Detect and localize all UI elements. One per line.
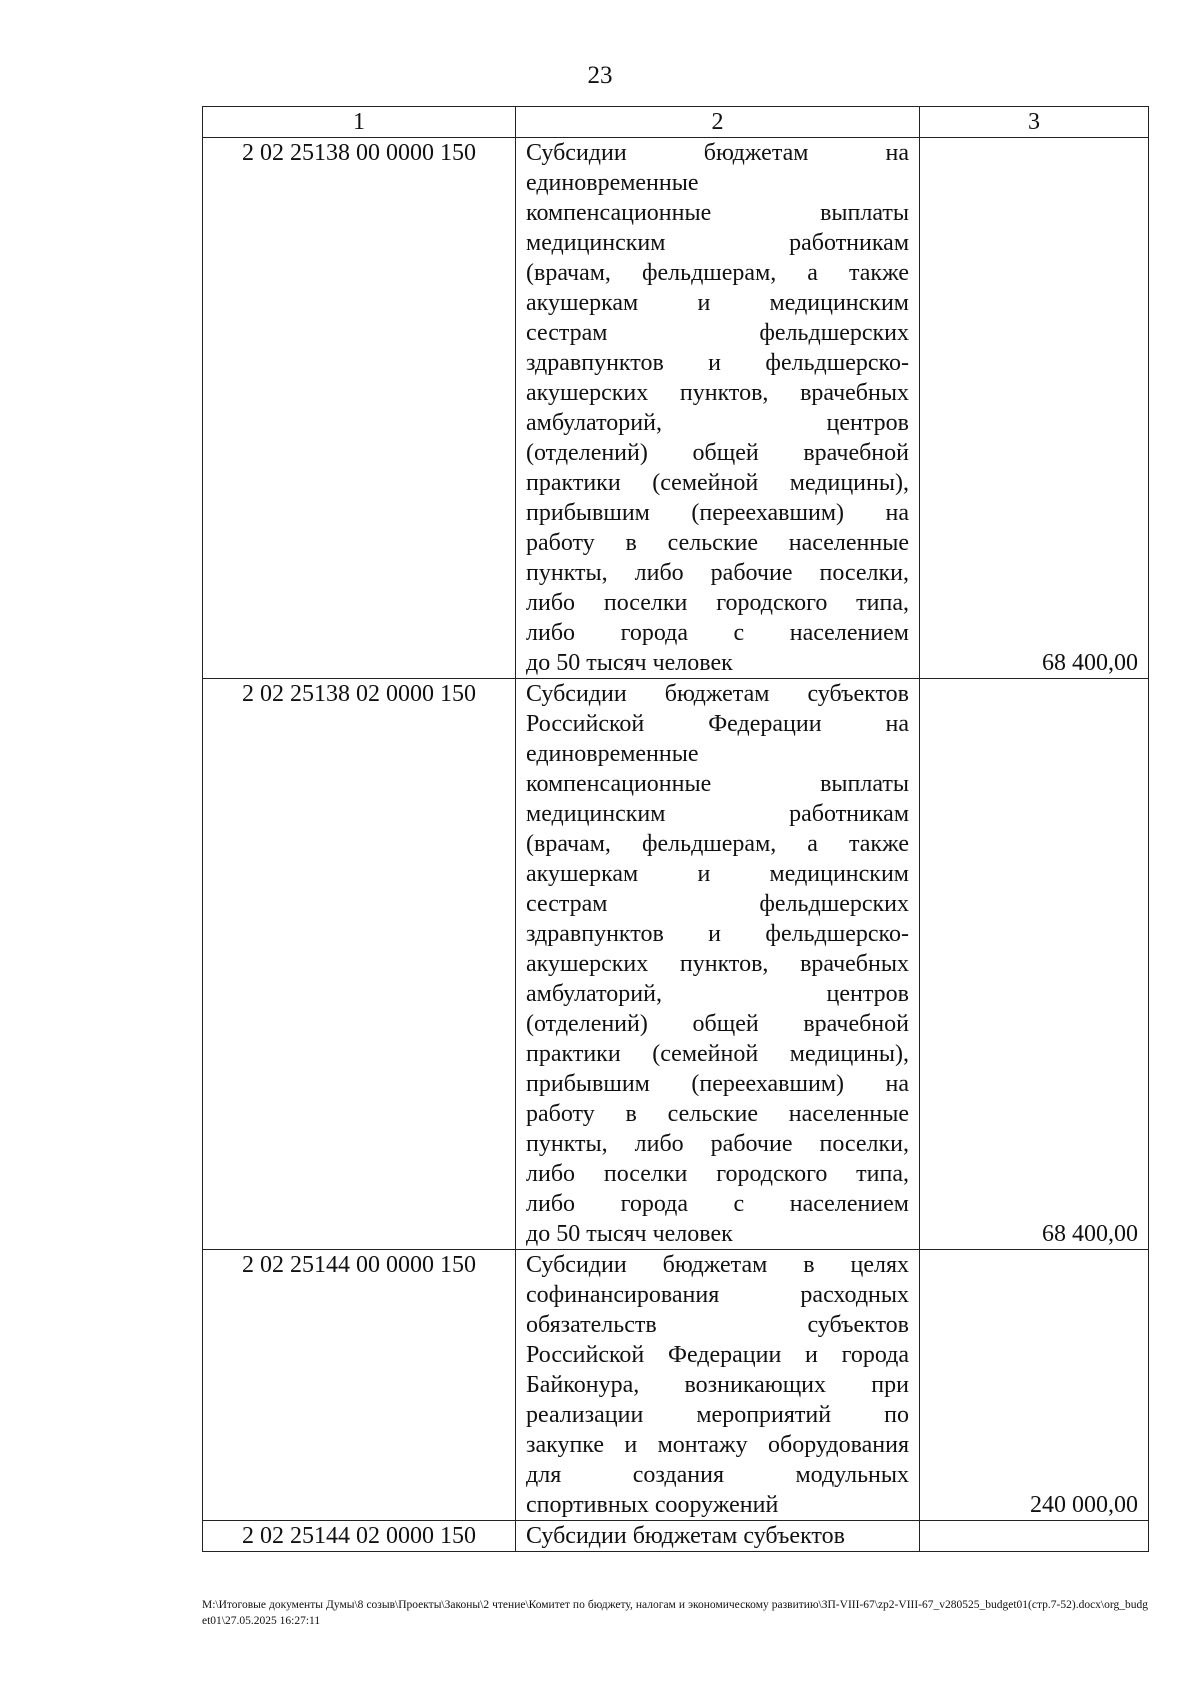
description-line: либо города с населением [526, 620, 909, 646]
amount-cell: 68 400,00 [920, 679, 1149, 1250]
description-line: закупке и монтажу оборудования [526, 1432, 909, 1458]
table-row [203, 1250, 1149, 1521]
description-line: амбулаторий, центров [526, 410, 909, 436]
description-line: обязательств субъектов [526, 1312, 909, 1338]
description-line: Субсидии бюджетам в целях [526, 1252, 909, 1278]
amount-cell: 68 400,00 [920, 138, 1149, 679]
column-header-2: 2 [516, 107, 920, 138]
description-line: Субсидии бюджетам субъектов [526, 1523, 845, 1549]
description-line: здравпунктов и фельдшерско- [526, 921, 909, 947]
description-line: (врачам, фельдшерам, а также [526, 831, 909, 857]
budget-table [202, 106, 1149, 1552]
description-cell [516, 1521, 920, 1552]
description-line: единовременные [526, 170, 699, 196]
column-header-3: 3 [920, 107, 1149, 138]
description-cell [516, 1250, 920, 1521]
budget-code-cell: 2 02 25138 02 0000 150 [203, 679, 516, 1250]
description-line: либо поселки городского типа, [526, 1161, 909, 1187]
budget-code-cell: 2 02 25138 00 0000 150 [203, 138, 516, 679]
table-row [203, 679, 1149, 1250]
description-line: акушерских пунктов, врачебных [526, 380, 909, 406]
budget-code-cell: 2 02 25144 00 0000 150 [203, 1250, 516, 1521]
table-header-row [203, 107, 1149, 138]
description-line: здравпунктов и фельдшерско- [526, 350, 909, 376]
description-line: единовременные [526, 741, 699, 767]
page-number: 23 [587, 62, 613, 89]
description-line: реализации мероприятий по [526, 1402, 909, 1428]
description-line: до 50 тысяч человек [526, 650, 733, 676]
table-row [203, 138, 1149, 679]
description-line: работу в сельские населенные [526, 1101, 909, 1127]
description-line: практики (семейной медицины), [526, 1041, 909, 1067]
table-row [203, 1521, 1149, 1552]
description-line: сестрам фельдшерских [526, 891, 909, 917]
description-line: Российской Федерации на [526, 711, 909, 737]
description-line: (врачам, фельдшерам, а также [526, 260, 909, 286]
description-line: (отделений) общей врачебной [526, 1011, 909, 1037]
description-line: амбулаторий, центров [526, 981, 909, 1007]
description-line: работу в сельские населенные [526, 530, 909, 556]
description-line: акушеркам и медицинским [526, 290, 909, 316]
description-line: спортивных сооружений [526, 1492, 779, 1518]
column-header-1: 1 [203, 107, 516, 138]
description-line: для создания модульных [526, 1462, 909, 1488]
description-line: сестрам фельдшерских [526, 320, 909, 346]
description-line: пункты, либо рабочие поселки, [526, 1131, 909, 1157]
description-cell [516, 138, 920, 679]
description-line: софинансирования расходных [526, 1282, 909, 1308]
description-line: практики (семейной медицины), [526, 470, 909, 496]
description-line: Байконура, возникающих при [526, 1372, 909, 1398]
description-line: компенсационные выплаты [526, 200, 909, 226]
description-line: прибывшим (переехавшим) на [526, 500, 909, 526]
description-line: Субсидии бюджетам на [526, 140, 909, 166]
description-line: медицинским работникам [526, 230, 909, 256]
amount-cell: 240 000,00 [920, 1250, 1149, 1521]
description-line: медицинским работникам [526, 801, 909, 827]
description-line: либо города с населением [526, 1191, 909, 1217]
description-cell [516, 679, 920, 1250]
description-line: пункты, либо рабочие поселки, [526, 560, 909, 586]
description-line: (отделений) общей врачебной [526, 440, 909, 466]
description-line: до 50 тысяч человек [526, 1221, 733, 1247]
description-line: прибывшим (переехавшим) на [526, 1071, 909, 1097]
description-line: Российской Федерации и города [526, 1342, 909, 1368]
amount-cell [920, 1521, 1149, 1552]
description-line: компенсационные выплаты [526, 771, 909, 797]
description-line: Субсидии бюджетам субъектов [526, 681, 909, 707]
description-line: либо поселки городского типа, [526, 590, 909, 616]
file-path-footer: M:\Итоговые документы Думы\8 созыв\Проекты\Законы\2 чтение\Комитет по бюджету, налогам и экономическому развитию\ЗП-VIII-67\zp2-VIII-67_v280525_budget01(стр.7-52).docx\org_budget01\27.05.2025 16:27:11 [202, 1599, 1148, 1627]
budget-code-cell: 2 02 25144 02 0000 150 [203, 1521, 516, 1552]
description-line: акушеркам и медицинским [526, 861, 909, 887]
description-line: акушерских пунктов, врачебных [526, 951, 909, 977]
